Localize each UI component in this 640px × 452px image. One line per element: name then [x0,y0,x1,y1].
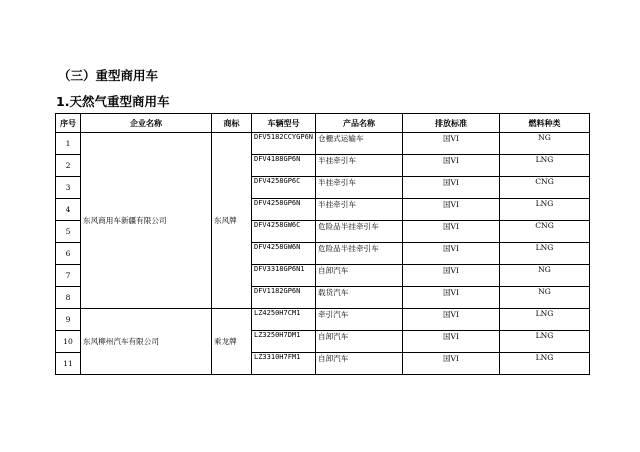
emission-cell: 国VI [403,133,500,155]
row-no: 8 [56,287,81,309]
emission-cell: 国VI [403,309,500,331]
enterprise-cell: 东风柳州汽车有限公司 [81,309,212,375]
fuel-cell: CNG [500,177,590,199]
model-cell: DFV4258GP6N [252,199,316,221]
emission-cell: 国VI [403,155,500,177]
brand-cell: 东风牌 [212,133,252,309]
fuel-cell: NG [500,133,590,155]
product-cell: 危险品半挂牵引车 [316,221,403,243]
row-no: 2 [56,155,81,177]
model-cell: DFV1182GP6N [252,287,316,309]
row-no: 5 [56,221,81,243]
product-cell: 自卸汽车 [316,265,403,287]
header-emission: 排放标准 [403,114,500,133]
fuel-cell: LNG [500,353,590,375]
fuel-cell: LNG [500,331,590,353]
row-no: 1 [56,133,81,155]
model-cell: DFV5182CCYGP6N [252,133,316,155]
brand-cell: 乘龙牌 [212,309,252,375]
emission-cell: 国VI [403,221,500,243]
model-cell: LZ3250H7DM1 [252,331,316,353]
product-cell: 仓栅式运输车 [316,133,403,155]
model-cell: DFV4258GW6C [252,221,316,243]
emission-cell: 国VI [403,177,500,199]
row-no: 3 [56,177,81,199]
row-no: 6 [56,243,81,265]
section-heading: （三）重型商用车 [58,68,159,83]
emission-cell: 国VI [403,353,500,375]
model-cell: DFV3318GP6N1 [252,265,316,287]
header-fuel: 燃料种类 [500,114,590,133]
fuel-cell: LNG [500,155,590,177]
product-cell: 半挂牵引车 [316,155,403,177]
emission-cell: 国VI [403,199,500,221]
vehicle-table [55,113,590,375]
row-no: 7 [56,265,81,287]
row-no: 4 [56,199,81,221]
header-enterprise: 企业名称 [81,114,212,133]
model-cell: DFV4258GW6N [252,243,316,265]
product-cell: 自卸汽车 [316,331,403,353]
product-cell: 自卸汽车 [316,353,403,375]
emission-cell: 国VI [403,331,500,353]
header-no: 序号 [56,114,81,133]
fuel-cell: CNG [500,221,590,243]
product-cell: 半挂牵引车 [316,177,403,199]
fuel-cell: LNG [500,243,590,265]
enterprise-cell: 东风商用车新疆有限公司 [81,133,212,309]
product-cell: 危险品半挂牵引车 [316,243,403,265]
model-cell: LZ4250H7CM1 [252,309,316,331]
table-header-row [56,114,590,133]
fuel-cell: NG [500,265,590,287]
row-no: 10 [56,331,81,353]
model-cell: DFV4258GP6C [252,177,316,199]
fuel-cell: LNG [500,199,590,221]
product-cell: 半挂牵引车 [316,199,403,221]
row-no: 9 [56,309,81,331]
fuel-cell: NG [500,287,590,309]
header-product: 产品名称 [316,114,403,133]
sub-heading: 1.天然气重型商用车 [56,94,170,109]
emission-cell: 国VI [403,265,500,287]
emission-cell: 国VI [403,287,500,309]
header-model: 车辆型号 [252,114,316,133]
product-cell: 牵引汽车 [316,309,403,331]
product-cell: 载货汽车 [316,287,403,309]
header-brand: 商标 [212,114,252,133]
table-row [56,309,590,331]
fuel-cell: LNG [500,309,590,331]
model-cell: DFV4188GP6N [252,155,316,177]
row-no: 11 [56,353,81,375]
table-row [56,133,590,155]
model-cell: LZ3310H7FM1 [252,353,316,375]
emission-cell: 国VI [403,243,500,265]
